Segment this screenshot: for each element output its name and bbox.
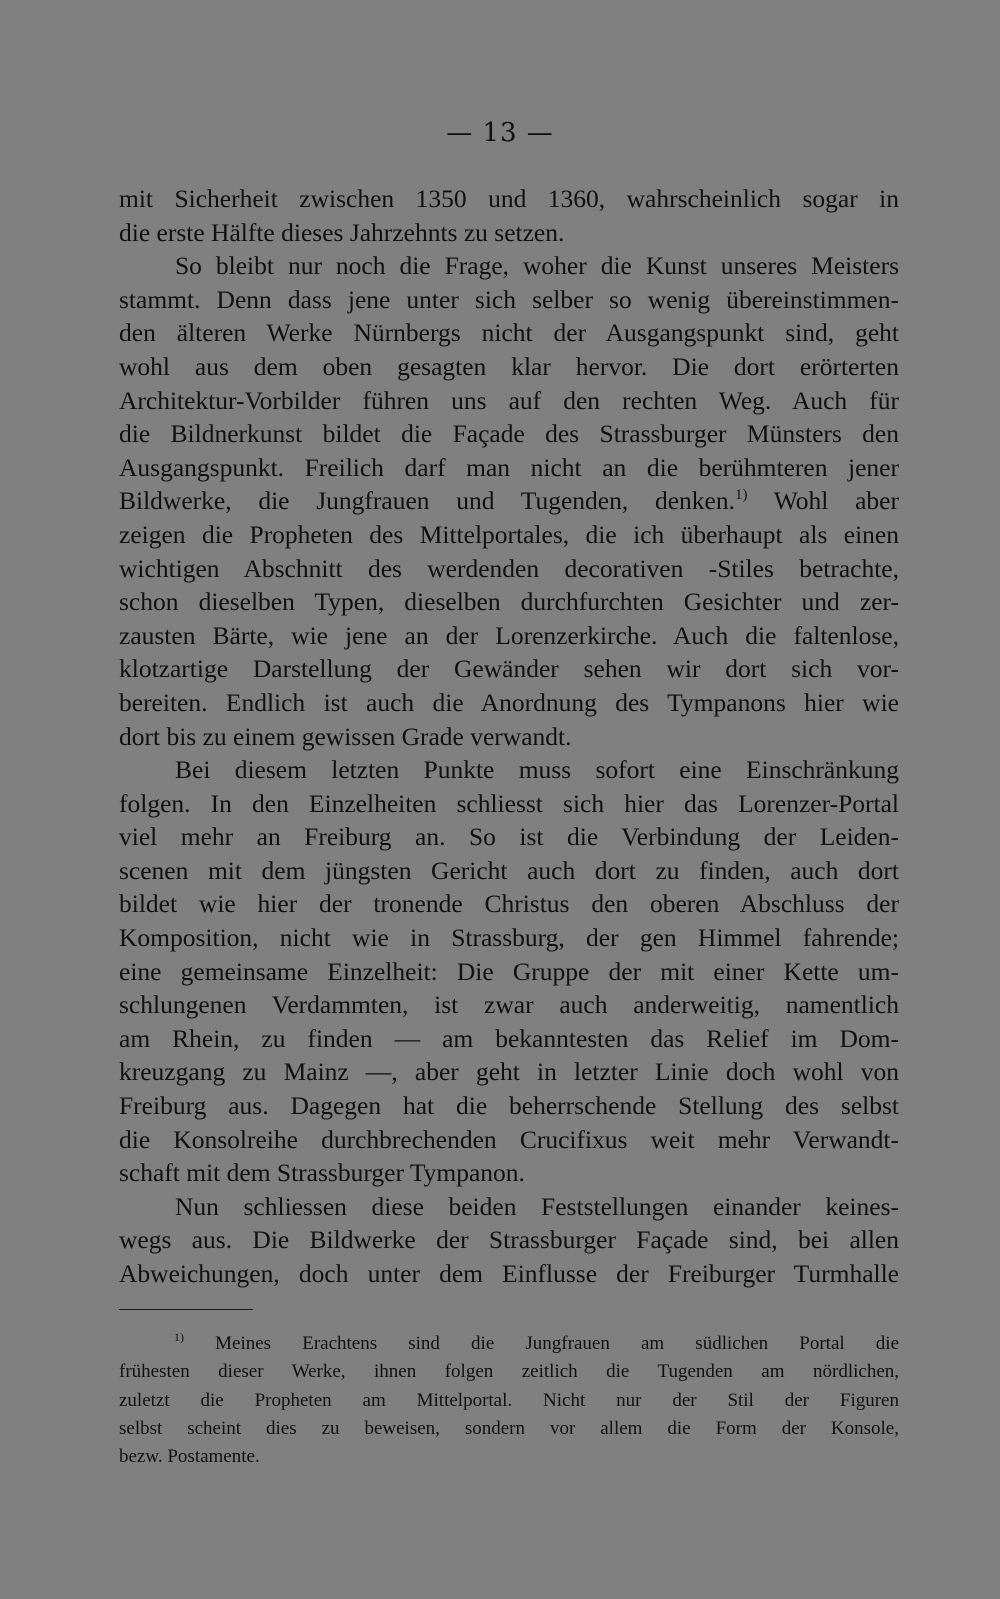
- text-line: So bleibt nur noch die Frage, woher die Kunst unseres Meisters: [175, 251, 899, 281]
- text-line: zausten Bärte, wie jene an der Lorenzerkirche. Auch die faltenlose,: [119, 620, 899, 650]
- paragraph: [119, 753, 899, 1190]
- footnote-separator: [119, 1309, 253, 1310]
- page-number: — 13 —: [446, 118, 554, 148]
- text-line: dort bis zu einem gewissen Grade verwandt.: [119, 721, 572, 751]
- text-line: den älteren Werke Nürnbergs nicht der Ausgangspunkt sind, geht: [119, 318, 899, 348]
- paragraph: [119, 182, 899, 249]
- text-line: bereiten. Endlich ist auch die Anordnung des Tympanons hier wie: [119, 687, 899, 717]
- text-line: Abweichungen, doch unter dem Einflusse der Freiburger Turmhalle: [119, 1259, 899, 1288]
- paragraph: [119, 1190, 899, 1291]
- text-line: kreuzgang zu Mainz —, aber geht in letzter Linie doch wohl von: [119, 1057, 899, 1087]
- text-line: schaft mit dem Strassburger Tympanon.: [119, 1158, 525, 1188]
- text-line: wegs aus. Die Bildwerke der Strassburger Façade sind, bei allen: [119, 1225, 899, 1255]
- text-line: schlungenen Verdammten, ist zwar auch anderweitig, namentlich: [119, 990, 899, 1020]
- text-line: viel mehr an Freiburg an. So ist die Verbindung der Leiden-: [119, 822, 899, 852]
- text-line: die Bildnerkunst bildet die Façade des Strassburger Münsters den: [119, 419, 899, 449]
- text-line: Komposition, nicht wie in Strassburg, der gen Himmel fahrende;: [119, 923, 899, 953]
- text-line: eine gemeinsame Einzelheit: Die Gruppe der mit einer Kette um-: [119, 956, 899, 986]
- text-line: zeigen die Propheten des Mittelportales, die ich überhaupt als einen: [119, 519, 899, 549]
- text-segment: Wohl aber: [747, 486, 899, 516]
- body-text: [119, 182, 899, 1291]
- footnote-line: selbst scheint dies zu beweisen, sondern vor allem die Form der Konsole,: [119, 1417, 899, 1439]
- footnote-line: frühesten dieser Werke, ihnen folgen zeitlich die Tugenden am nördlichen,: [119, 1361, 899, 1383]
- footnote-marker: 1): [174, 1330, 184, 1344]
- text-line: scenen mit dem jüngsten Gericht auch dort zu finden, auch dort: [119, 855, 899, 885]
- footnote-reference[interactable]: 1): [734, 487, 748, 504]
- text-line: schon dieselben Typen, dieselben durchfurchten Gesichter und zer-: [119, 587, 899, 617]
- text-line: bildet wie hier der tronende Christus den oberen Abschluss der: [119, 889, 899, 919]
- footnote-line: bezw. Postamente.: [119, 1446, 260, 1468]
- text-line: die erste Hälfte dieses Jahrzehnts zu setzen.: [119, 217, 565, 247]
- text-line: folgen. In den Einzelheiten schliesst sich hier das Lorenzer-Portal: [119, 788, 899, 818]
- text-line: Architektur-Vorbilder führen uns auf den rechten Weg. Auch für: [119, 385, 899, 415]
- text-line: Nun schliessen diese beiden Feststellungen einander keines-: [175, 1191, 899, 1221]
- text-line: am Rhein, zu finden — am bekanntesten das Relief im Dom-: [119, 1023, 899, 1053]
- text-line: Ausgangspunkt. Freilich darf man nicht an die berühmteren jener: [119, 452, 899, 482]
- text-line: die Konsolreihe durchbrechenden Crucifixus weit mehr Verwandt-: [119, 1124, 899, 1154]
- text-segment: Bildwerke, die Jungfrauen und Tugenden, denken.: [119, 486, 735, 516]
- footnote: [119, 1330, 899, 1471]
- text-line: mit Sicherheit zwischen 1350 und 1360, wahrscheinlich sogar in: [119, 184, 899, 213]
- text-line: Bei diesem letzten Punkte muss sofort eine Einschränkung: [175, 755, 899, 785]
- footnote-line: zuletzt die Propheten am Mittelportal. Nicht nur der Stil der Figuren: [119, 1389, 899, 1411]
- paragraph: [119, 249, 899, 753]
- text-line: klotzartige Darstellung der Gewänder sehen wir dort sich vor-: [119, 654, 899, 684]
- text-line: wichtigen Abschnitt des werdenden decorativen -Stiles betrachte,: [119, 553, 899, 583]
- text-line: wohl aus dem oben gesagten klar hervor. Die dort erörterten: [119, 351, 899, 381]
- footnote-line: [119, 1330, 899, 1358]
- footnote-text: Meines Erachtens sind die Jungfrauen am südlichen Portal die: [184, 1333, 899, 1354]
- text-line: stammt. Denn dass jene unter sich selber so wenig übereinstimmen-: [119, 284, 899, 314]
- text-line: Freiburg aus. Dagegen hat die beherrschende Stellung des selbst: [119, 1091, 899, 1121]
- text-line: [119, 484, 899, 518]
